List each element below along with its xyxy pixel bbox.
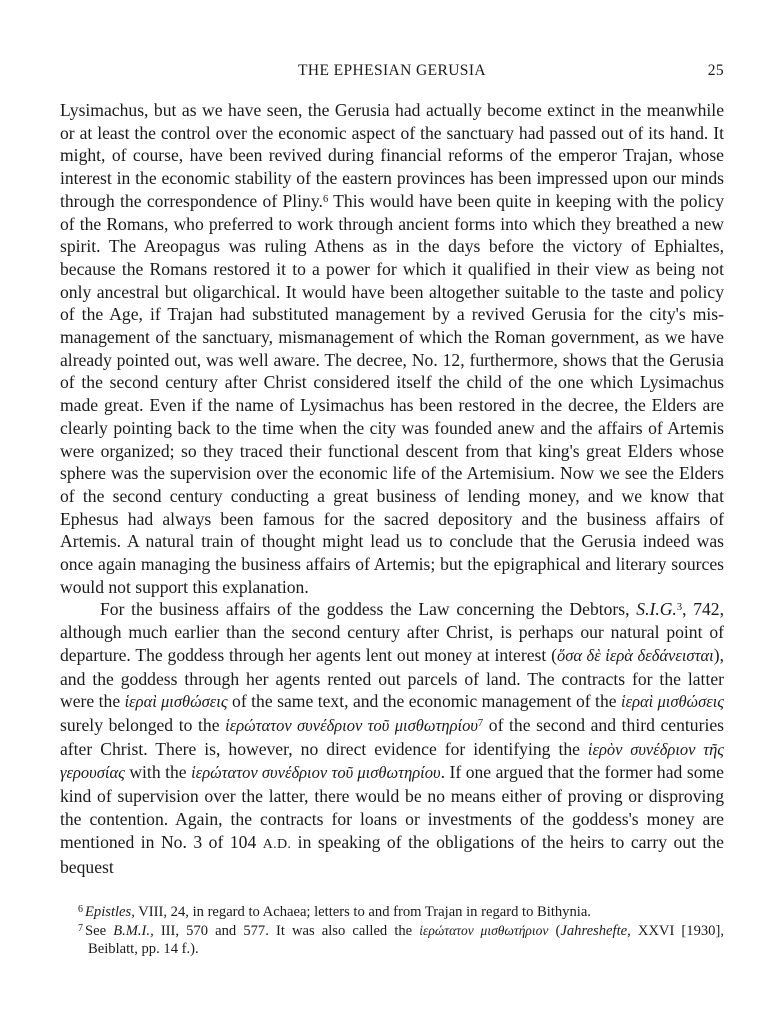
citation-sig: S.I.G. [636, 599, 677, 620]
text-run: . If one argued that the former had some kind of supervision over the latter, there would be no means either of proving or disproving the contention. Again, the contracts for loans or investments of the goddess's money are mentioned in No. 3 of 104 [60, 762, 724, 852]
greek-phrase: ἱεραὶ μισθώσεις [124, 692, 228, 712]
footnotes [60, 903, 724, 959]
text-run: in speaking of the obligations of the heirs to carry out the bequest [60, 831, 724, 878]
greek-phrase: ἱεραὶ μισθώσεις [621, 692, 724, 712]
text-run: of the same text, and the economic management of the [227, 691, 622, 712]
text-run: This would have been quite in keeping with the policy of the Romans, who preferred to work through ancient forms into which they breathed a new spirit. The Areopagus was ruling Athens as in the days before the victory of Ephialtes, because the Romans restored it to a power for which it qualified in their view as being not only ancestral but oligarchical. It would have been altogether suitable to the taste and policy of the Age, if Trajan had substituted management by a revived Gerusia for the city's mis-management of the sanctuary, mismanagement of which the Roman government, as we have already pointed out, was well aware. The decree, No. 12, furthermore, shows that the Gerusia of the second century after Christ considered itself the child of the one which Lysimachus made great. Even if the name of Lysimachus has been restored in the decree, the Elders are clearly pointing back to the time when the city was founded anew and the affairs of Artemis were organized; so they traced their functional descent from that king's great Elders whose sphere was the supervision over the economic life of the Artemisium. Now we see the Elders of the second century conducting a great business of lending money, and we know that Ephesus had always been famous for the sacred depository and the business affairs of Artemis. A natural train of thought might lead us to conclude that the Gerusia indeed was once again managing the business affairs of Artemis; but the epigraphical and literary sources would not support this explanation. [60, 190, 724, 597]
footnote-title: B.M.I., [113, 922, 154, 939]
greek-phrase: ἱερὸν συνέδριον τῆς γερουσίας [60, 739, 724, 783]
footnote-text: III, 570 and 577. It was also called the [153, 922, 420, 939]
footnote-6 [60, 903, 724, 922]
footnote-text: XXVI [1930], Beiblatt, pp. 14 f.). [88, 922, 724, 958]
running-head [60, 62, 724, 84]
paragraph-1 [60, 99, 724, 598]
footnote-7 [60, 922, 724, 959]
era-abbrev: A.D. [262, 836, 292, 852]
greek-phrase: ὅσα δὲ ἱερὰ δεδάνεισται [556, 645, 714, 665]
footnote-title: Epistles, [85, 904, 135, 920]
page-number: 25 [707, 62, 724, 79]
text-run: of the second and third centuries after Christ. There is, however, no direct evidence for identifying the [60, 714, 724, 759]
footnote-title: Jahreshefte, [560, 922, 631, 939]
greek-phrase: ἱερώτατον συνέδριον τοῦ μισθωτηρίου [225, 715, 478, 735]
body-text [60, 99, 724, 879]
paragraph-2 [60, 598, 724, 878]
text-run: with the [124, 762, 192, 783]
footnote-text: ( [548, 922, 561, 939]
footnote-number: 6 [78, 904, 83, 915]
footnote-ref-6: 6 [322, 193, 329, 205]
footnote-number: 7 [78, 922, 83, 934]
greek-phrase: ἱερώτατον μισθωτήριον [419, 922, 549, 938]
text-run: Lysimachus, but as we have seen, the Gerusia had actually become extinct in the meanwhile or at least the control over the economic aspect of the sanctuary had passed out of its hand. It might, of course, have been revived during financial reforms of the emperor Trajan, whose interest in the economic stability of the eastern provinces has been impressed upon our minds through the correspondence of Pliny. [60, 100, 724, 211]
footnote-ref-7: 7 [477, 717, 484, 729]
citation-sig-edition: 3 [676, 602, 683, 614]
text-run: For the business affairs of the goddess the Law concerning the Debtors, [100, 599, 637, 620]
running-title: THE EPHESIAN GERUSIA [298, 62, 486, 79]
text-run: ), and the goddess through her agents rented out parcels of land. The contracts for the latter were the [60, 644, 724, 712]
footnote-text: See [85, 922, 114, 939]
text-run: surely belonged to the [60, 714, 226, 735]
greek-phrase: ἱερώτατον συνέδριον τοῦ μισθωτηρίου [191, 763, 441, 783]
footnote-text: VIII, 24, in regard to Achaea; letters to and from Trajan in regard to Bithynia. [134, 904, 591, 920]
text-run: , 742, although much earlier than the second century after Christ, is perhaps our natural point of departure. The goddess through her agents lent out money at interest ( [60, 599, 724, 665]
